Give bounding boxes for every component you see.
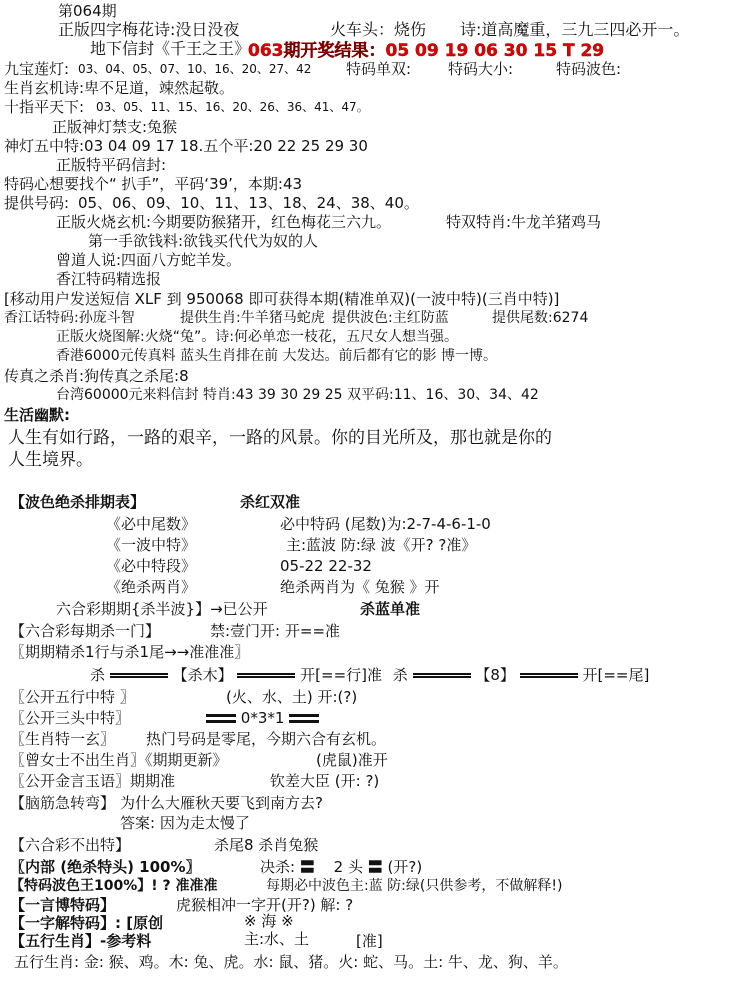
kill-text: 杀 [392,666,408,684]
bizhong-weishu-label: 《必中尾数》 [106,515,197,533]
shengxiao-xuanji: 生肖玄机诗:卑不足道，竦然起敬。 [4,79,235,97]
neibu-row [260,858,422,876]
wuxing-shengxiao-label: 【五行生肖】-参考料 [10,932,152,950]
qijing-line: 〖期期精杀1行与杀1尾→→准准准〗 [10,643,250,661]
double-rule [413,673,471,678]
issue-number: 第064期 [58,2,117,20]
equals-glyph: 〓 [367,858,383,876]
poem-text: 诗:道高魔重，三九三四必开一。 [460,20,690,39]
kill-text: 杀 [90,666,106,684]
naojin-label: 【脑筋急转弯】 [10,794,116,812]
teduan-value: 05-22 22-32 [280,557,372,575]
teshuang-texiao: 特双特肖:牛龙羊猪鸡马 [446,213,602,231]
jiubao-numbers: 03、04、05、07、10、16、20、27、42 [78,62,312,76]
underground-envelope-title: 地下信封《千王之王》 [90,39,251,58]
wuxing-value: (火、水、土) 开:(?) [226,688,358,706]
kill-wood-row [90,666,649,684]
diyi-shou: 第一手欲钱料:欲钱买代代为奴的人 [88,232,319,250]
shendeng-title: 正版神灯禁支:兔猴 [52,118,178,136]
yiyan-label: 【一言博特码】 [10,896,116,914]
neibu-label: 〖内部 (绝杀特头) 100%〗 [10,858,201,876]
tigong-weishu: 提供尾数:6274 [492,310,589,326]
buchu-label: 【六合彩不出特】 [10,836,131,854]
neibu-open: (开?) [387,858,423,876]
xiangjiang-tema: 香江话特码:孙庞斗智 [4,310,135,326]
wuxing-label: 〖公开五行中特 〗 [10,688,135,706]
cengnvshi-value: (虎鼠)准开 [316,751,388,769]
equals-glyph: 〓 [299,858,315,876]
yixuan-label: 〖生肖特一玄〗 [10,730,116,748]
huoshao-xuanji: 正版火烧玄机:今期要防猴猪开，红色梅花三六九。 [56,213,392,231]
tigong-shengxiao: 提供生肖:牛羊猪马蛇虎 [180,310,325,326]
tepingma-envelope: 正版特平码信封: [56,156,167,174]
cengdaoren: 曾道人说:四面八方蛇羊发。 [56,251,242,269]
tigong-bose: 提供波色:主红防蓝 [332,310,449,326]
humor-text-1: 人生有如行路，一路的艰辛，一路的风景。你的目光所及，那也就是你的 [8,428,552,448]
train-head: 火车头：烧伤 [330,20,427,39]
teduan-label: 《必中特段》 [106,557,197,575]
jinyan-value: 钦差大臣 (开: ?) [270,772,380,790]
jinyan-label: 〖公开金言玉语〗期期准 [10,772,176,790]
jiubao-label: 九宝莲灯: [4,60,70,78]
shizhi-numbers: 03、05、11、15、16、20、26、36、41、47。 [96,100,369,114]
wuxing-zhun: [准] [356,932,383,950]
open-row: 开[==行]准 [300,666,382,684]
kill-blue-odd: 杀蓝单准 [360,600,421,618]
open-tail: 开[==尾] [582,666,650,684]
shendeng-line: 神灯五中特:03 04 09 17 18.五个平:20 22 25 29 30 [4,137,368,155]
liuhe-qiqi: 六合彩期期{杀半波}】→已公开 [56,600,268,618]
wuxing-list: 五行生肖: 金: 猴、鸡。木: 兔、虎。水: 鼠、猪。火: 蛇、马。土: 牛、龙、狗、羊。 [14,953,568,971]
neibu-kill: 决杀: [260,858,296,876]
humor-text-2: 人生境界。 [8,450,93,470]
naojin-question: 为什么大雁秋天要飞到南方去? [120,794,323,812]
yiyan-value: 虎猴相冲一字开(开?) 解: ? [176,896,354,914]
special-odd-even: 特码单双: [346,60,412,78]
humor-title: 生活幽默: [4,406,70,424]
yimen-label: 【六合彩每期杀一门】 [10,622,161,640]
bose-title: 【波色绝杀排期表】 [10,493,146,511]
wuxing-shengxiao-value: 主:水、土 [244,930,310,948]
sms-notice: [移动用户发送短信 XLF 到 950068 即可获得本期(精准单双)(一波中特)(三肖中特)] [4,290,560,308]
bose-wang-label: 【特码波色王100%】! ? 准准准 [10,878,218,894]
shizhi-label: 十指平天下: [4,98,85,116]
kill-red-even: 杀红双准 [240,493,301,511]
special-big-small: 特码大小: [448,60,514,78]
thick-bar [289,714,319,723]
yizi-label: 【一字解特码】: [原创 [10,914,164,932]
yibo-value: 主:蓝波 防:绿 波《开? ?准》 [286,536,477,554]
kill-eight: 【8】 [475,666,515,684]
kill-wood: 【杀木】 [172,666,233,684]
tigong-numbers: 05、06、09、10、11、13、18、24、38、40。 [78,194,419,212]
jueshan-label: 《绝杀两肖》 [106,578,197,596]
chuanzhen-shaxiao: 传真之杀肖:狗传真之杀尾:8 [4,367,189,385]
thick-bar [206,714,236,723]
santou-label: 〖公开三头中特〗 [10,709,131,727]
cengnvshi-label: 〖曾女士不出生肖〗《期期更新》 [10,751,228,769]
yizi-value: ※ 海 ※ [244,912,294,930]
bizhong-weishu-value: 必中特码 (尾数)为:2-7-4-6-1-0 [280,515,491,533]
jin-value: 禁:壹门开: 开==准 [210,622,341,640]
xiangjiang-jingxuan: 香江特码精选报 [56,270,162,288]
bose-wang-value: 每期必中波色主:蓝 防:绿(只供参考，不做解释!) [266,878,563,894]
huoshao-tujie: 正版火烧图解:火烧“兔”。诗:何必单恋一枝花，五尺女人想当强。 [56,329,458,345]
tigong-label: 提供号码: [4,194,70,212]
taiwan-line: 台湾60000元来料信封 特肖:43 39 30 29 25 双平码:11、16、30、34、42 [56,387,539,403]
result-banner: 063期开奖结果：05 09 19 06 30 15 T 29 [248,41,605,61]
double-rule [520,673,578,678]
jueshan-value: 绝杀两肖为《 兔猴 》开 [280,578,440,596]
hk6000: 香港6000元传真料 蓝头生肖排在前 大发达。前后都有它的影 博一博。 [56,348,497,364]
neibu-number: 2 头 [333,858,363,876]
santou-row [206,709,319,727]
double-rule [110,673,168,678]
naojin-answer: 答案: 因为走太慢了 [120,814,250,832]
special-wave: 特码波色: [556,60,622,78]
yibo-label: 《一波中特》 [106,536,197,554]
texin-line: 特码心想要找个“ 扒手”，平码‘39’，本期:43 [4,175,303,193]
buchu-value: 杀尾8 杀肖兔猴 [214,836,319,854]
santou-value: 0*3*1 [240,709,285,727]
plum-poem-line: 正版四字梅花诗:没日没夜 [58,20,240,39]
double-rule [237,673,295,678]
yixuan-value: 热门号码是零尾，今期六合有玄机。 [146,730,387,748]
